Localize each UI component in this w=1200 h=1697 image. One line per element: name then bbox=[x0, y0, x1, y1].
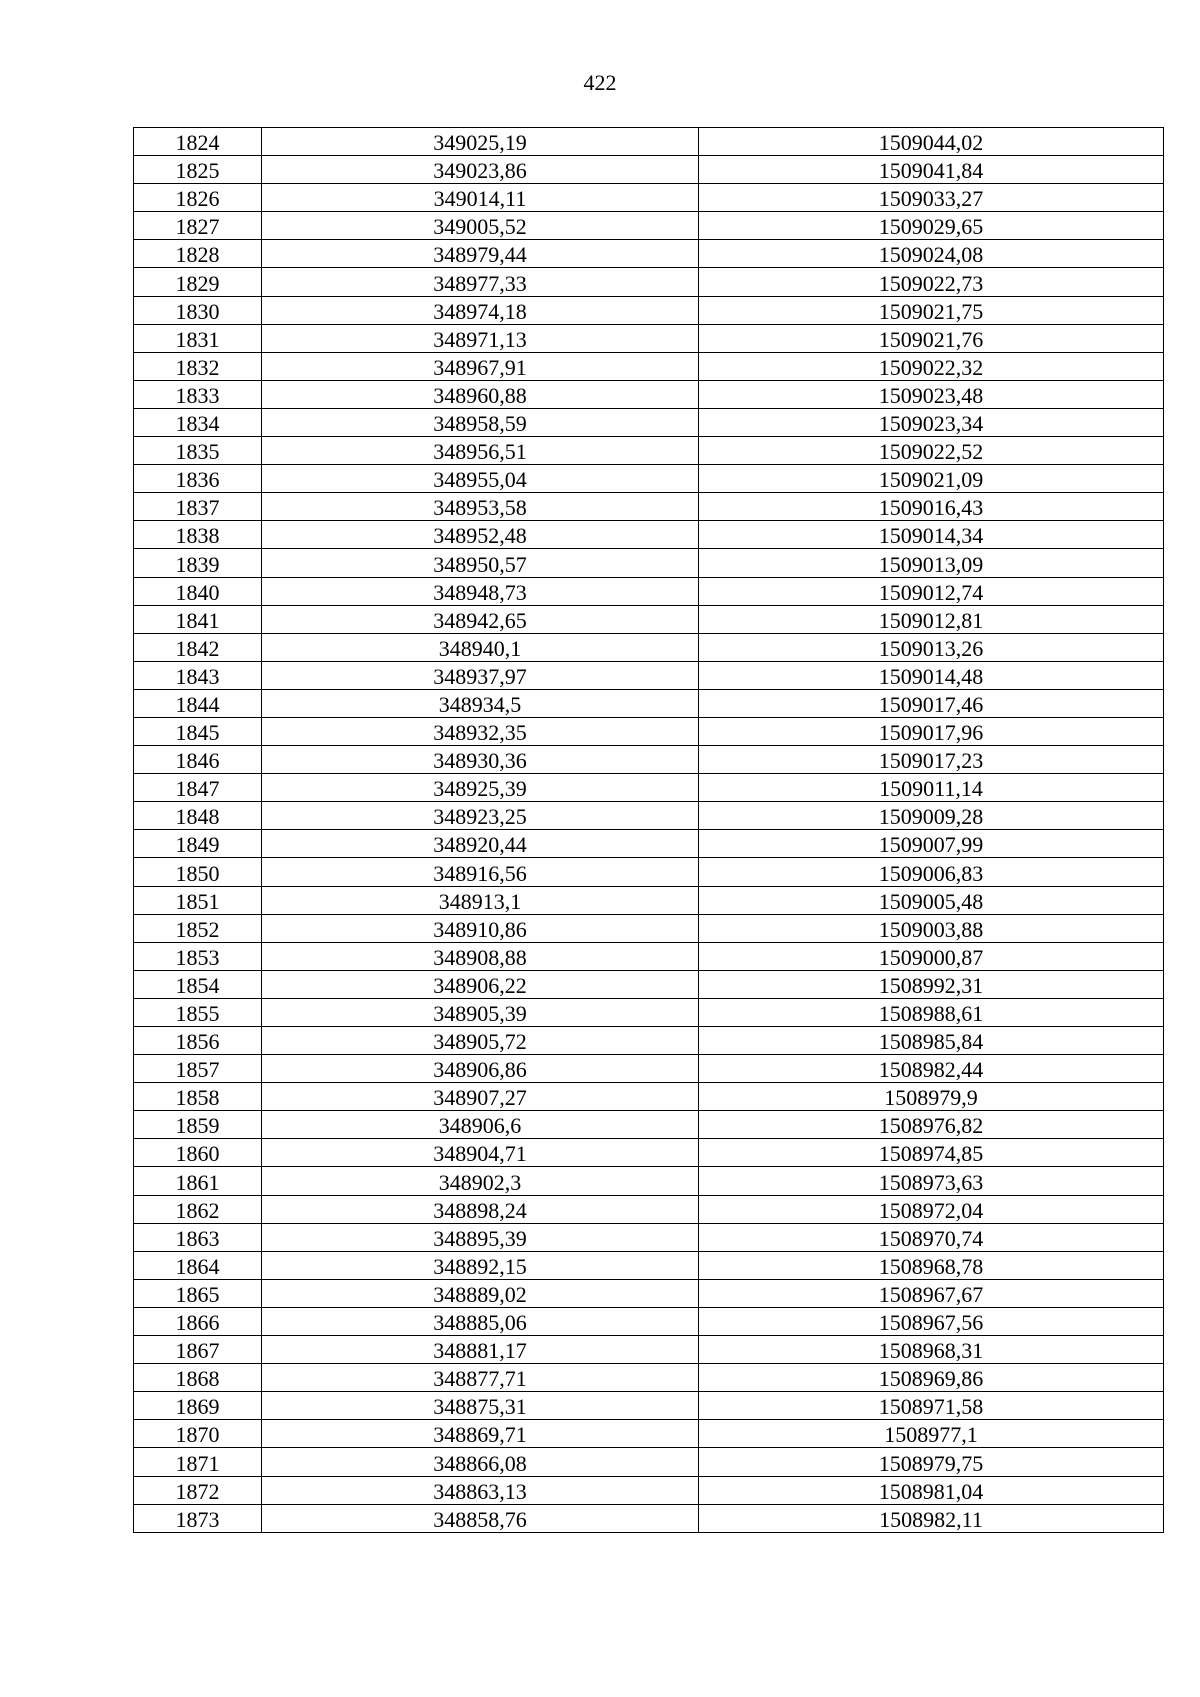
table-row bbox=[134, 493, 1164, 521]
y-coordinate-cell: 1509022,52 bbox=[699, 437, 1164, 465]
table-row bbox=[134, 970, 1164, 998]
point-number-cell: 1837 bbox=[134, 493, 262, 521]
point-number-cell: 1825 bbox=[134, 156, 262, 184]
y-coordinate-cell: 1509005,48 bbox=[699, 886, 1164, 914]
table-row bbox=[134, 1279, 1164, 1307]
x-coordinate-cell: 348948,73 bbox=[262, 577, 699, 605]
table-row bbox=[134, 212, 1164, 240]
table-row bbox=[134, 1055, 1164, 1083]
point-number-cell: 1859 bbox=[134, 1111, 262, 1139]
table-row bbox=[134, 184, 1164, 212]
table-row bbox=[134, 717, 1164, 745]
y-coordinate-cell: 1508982,11 bbox=[699, 1504, 1164, 1532]
table-row bbox=[134, 1139, 1164, 1167]
table-row bbox=[134, 577, 1164, 605]
x-coordinate-cell: 348937,97 bbox=[262, 661, 699, 689]
point-number-cell: 1867 bbox=[134, 1336, 262, 1364]
page-number: 422 bbox=[583, 70, 617, 95]
y-coordinate-cell: 1509017,96 bbox=[699, 717, 1164, 745]
table-row bbox=[134, 1364, 1164, 1392]
x-coordinate-cell: 348892,15 bbox=[262, 1251, 699, 1279]
table-row bbox=[134, 886, 1164, 914]
y-coordinate-cell: 1508973,63 bbox=[699, 1167, 1164, 1195]
x-coordinate-cell: 348930,36 bbox=[262, 746, 699, 774]
y-coordinate-cell: 1509021,76 bbox=[699, 324, 1164, 352]
x-coordinate-cell: 348974,18 bbox=[262, 296, 699, 324]
coordinates-table bbox=[133, 127, 1164, 1533]
y-coordinate-cell: 1508969,86 bbox=[699, 1364, 1164, 1392]
table-row bbox=[134, 1167, 1164, 1195]
x-coordinate-cell: 349014,11 bbox=[262, 184, 699, 212]
x-coordinate-cell: 348977,33 bbox=[262, 268, 699, 296]
point-number-cell: 1872 bbox=[134, 1476, 262, 1504]
table-row bbox=[134, 156, 1164, 184]
y-coordinate-cell: 1508974,85 bbox=[699, 1139, 1164, 1167]
y-coordinate-cell: 1509044,02 bbox=[699, 128, 1164, 156]
point-number-cell: 1840 bbox=[134, 577, 262, 605]
x-coordinate-cell: 348902,3 bbox=[262, 1167, 699, 1195]
point-number-cell: 1866 bbox=[134, 1307, 262, 1335]
table-row bbox=[134, 465, 1164, 493]
table-row bbox=[134, 830, 1164, 858]
x-coordinate-cell: 348971,13 bbox=[262, 324, 699, 352]
x-coordinate-cell: 349025,19 bbox=[262, 128, 699, 156]
point-number-cell: 1870 bbox=[134, 1420, 262, 1448]
point-number-cell: 1846 bbox=[134, 746, 262, 774]
y-coordinate-cell: 1508988,61 bbox=[699, 998, 1164, 1026]
x-coordinate-cell: 348866,08 bbox=[262, 1448, 699, 1476]
x-coordinate-cell: 348942,65 bbox=[262, 605, 699, 633]
table-row bbox=[134, 802, 1164, 830]
table-row bbox=[134, 1504, 1164, 1532]
y-coordinate-cell: 1509014,34 bbox=[699, 521, 1164, 549]
y-coordinate-cell: 1508967,67 bbox=[699, 1279, 1164, 1307]
table-row bbox=[134, 1223, 1164, 1251]
y-coordinate-cell: 1509023,34 bbox=[699, 408, 1164, 436]
y-coordinate-cell: 1509012,74 bbox=[699, 577, 1164, 605]
y-coordinate-cell: 1508977,1 bbox=[699, 1420, 1164, 1448]
y-coordinate-cell: 1509033,27 bbox=[699, 184, 1164, 212]
table-row bbox=[134, 128, 1164, 156]
y-coordinate-cell: 1508971,58 bbox=[699, 1392, 1164, 1420]
x-coordinate-cell: 348916,56 bbox=[262, 858, 699, 886]
point-number-cell: 1861 bbox=[134, 1167, 262, 1195]
point-number-cell: 1832 bbox=[134, 352, 262, 380]
table-row bbox=[134, 914, 1164, 942]
table-row bbox=[134, 324, 1164, 352]
x-coordinate-cell: 348967,91 bbox=[262, 352, 699, 380]
x-coordinate-cell: 348958,59 bbox=[262, 408, 699, 436]
x-coordinate-cell: 348904,71 bbox=[262, 1139, 699, 1167]
x-coordinate-cell: 348932,35 bbox=[262, 717, 699, 745]
y-coordinate-cell: 1509022,73 bbox=[699, 268, 1164, 296]
table-row bbox=[134, 549, 1164, 577]
x-coordinate-cell: 348910,86 bbox=[262, 914, 699, 942]
y-coordinate-cell: 1508968,31 bbox=[699, 1336, 1164, 1364]
point-number-cell: 1835 bbox=[134, 437, 262, 465]
point-number-cell: 1848 bbox=[134, 802, 262, 830]
table-row bbox=[134, 1083, 1164, 1111]
point-number-cell: 1863 bbox=[134, 1223, 262, 1251]
point-number-cell: 1847 bbox=[134, 774, 262, 802]
x-coordinate-cell: 348889,02 bbox=[262, 1279, 699, 1307]
y-coordinate-cell: 1508970,74 bbox=[699, 1223, 1164, 1251]
x-coordinate-cell: 348960,88 bbox=[262, 380, 699, 408]
y-coordinate-cell: 1509006,83 bbox=[699, 858, 1164, 886]
point-number-cell: 1824 bbox=[134, 128, 262, 156]
table-row bbox=[134, 380, 1164, 408]
x-coordinate-cell: 348906,86 bbox=[262, 1055, 699, 1083]
x-coordinate-cell: 348858,76 bbox=[262, 1504, 699, 1532]
table-row bbox=[134, 1336, 1164, 1364]
y-coordinate-cell: 1508982,44 bbox=[699, 1055, 1164, 1083]
x-coordinate-cell: 348875,31 bbox=[262, 1392, 699, 1420]
table-row bbox=[134, 1251, 1164, 1279]
table-row bbox=[134, 1027, 1164, 1055]
x-coordinate-cell: 348925,39 bbox=[262, 774, 699, 802]
point-number-cell: 1834 bbox=[134, 408, 262, 436]
point-number-cell: 1864 bbox=[134, 1251, 262, 1279]
x-coordinate-cell: 348955,04 bbox=[262, 465, 699, 493]
x-coordinate-cell: 348923,25 bbox=[262, 802, 699, 830]
x-coordinate-cell: 348940,1 bbox=[262, 633, 699, 661]
y-coordinate-cell: 1508976,82 bbox=[699, 1111, 1164, 1139]
point-number-cell: 1854 bbox=[134, 970, 262, 998]
table-row bbox=[134, 633, 1164, 661]
point-number-cell: 1841 bbox=[134, 605, 262, 633]
table-row bbox=[134, 774, 1164, 802]
x-coordinate-cell: 349023,86 bbox=[262, 156, 699, 184]
point-number-cell: 1865 bbox=[134, 1279, 262, 1307]
y-coordinate-cell: 1509017,46 bbox=[699, 689, 1164, 717]
y-coordinate-cell: 1509000,87 bbox=[699, 942, 1164, 970]
x-coordinate-cell: 348920,44 bbox=[262, 830, 699, 858]
point-number-cell: 1843 bbox=[134, 661, 262, 689]
y-coordinate-cell: 1509022,32 bbox=[699, 352, 1164, 380]
x-coordinate-cell: 348950,57 bbox=[262, 549, 699, 577]
table-row bbox=[134, 605, 1164, 633]
y-coordinate-cell: 1509041,84 bbox=[699, 156, 1164, 184]
point-number-cell: 1850 bbox=[134, 858, 262, 886]
point-number-cell: 1844 bbox=[134, 689, 262, 717]
x-coordinate-cell: 348869,71 bbox=[262, 1420, 699, 1448]
point-number-cell: 1830 bbox=[134, 296, 262, 324]
x-coordinate-cell: 348906,6 bbox=[262, 1111, 699, 1139]
y-coordinate-cell: 1508967,56 bbox=[699, 1307, 1164, 1335]
x-coordinate-cell: 348877,71 bbox=[262, 1364, 699, 1392]
table-row bbox=[134, 1392, 1164, 1420]
point-number-cell: 1831 bbox=[134, 324, 262, 352]
point-number-cell: 1869 bbox=[134, 1392, 262, 1420]
x-coordinate-cell: 348905,39 bbox=[262, 998, 699, 1026]
x-coordinate-cell: 348953,58 bbox=[262, 493, 699, 521]
point-number-cell: 1851 bbox=[134, 886, 262, 914]
x-coordinate-cell: 349005,52 bbox=[262, 212, 699, 240]
y-coordinate-cell: 1508979,75 bbox=[699, 1448, 1164, 1476]
x-coordinate-cell: 348908,88 bbox=[262, 942, 699, 970]
table-row bbox=[134, 942, 1164, 970]
point-number-cell: 1853 bbox=[134, 942, 262, 970]
table-row bbox=[134, 998, 1164, 1026]
table-row bbox=[134, 408, 1164, 436]
x-coordinate-cell: 348934,5 bbox=[262, 689, 699, 717]
y-coordinate-cell: 1509023,48 bbox=[699, 380, 1164, 408]
y-coordinate-cell: 1509013,09 bbox=[699, 549, 1164, 577]
x-coordinate-cell: 348906,22 bbox=[262, 970, 699, 998]
table-row bbox=[134, 1111, 1164, 1139]
point-number-cell: 1855 bbox=[134, 998, 262, 1026]
point-number-cell: 1856 bbox=[134, 1027, 262, 1055]
point-number-cell: 1868 bbox=[134, 1364, 262, 1392]
point-number-cell: 1857 bbox=[134, 1055, 262, 1083]
point-number-cell: 1860 bbox=[134, 1139, 262, 1167]
table-row bbox=[134, 858, 1164, 886]
point-number-cell: 1845 bbox=[134, 717, 262, 745]
y-coordinate-cell: 1509009,28 bbox=[699, 802, 1164, 830]
y-coordinate-cell: 1509007,99 bbox=[699, 830, 1164, 858]
x-coordinate-cell: 348956,51 bbox=[262, 437, 699, 465]
point-number-cell: 1862 bbox=[134, 1195, 262, 1223]
point-number-cell: 1842 bbox=[134, 633, 262, 661]
y-coordinate-cell: 1509011,14 bbox=[699, 774, 1164, 802]
x-coordinate-cell: 348898,24 bbox=[262, 1195, 699, 1223]
point-number-cell: 1829 bbox=[134, 268, 262, 296]
point-number-cell: 1871 bbox=[134, 1448, 262, 1476]
y-coordinate-cell: 1509017,23 bbox=[699, 746, 1164, 774]
y-coordinate-cell: 1509021,75 bbox=[699, 296, 1164, 324]
table-row bbox=[134, 746, 1164, 774]
table-row bbox=[134, 689, 1164, 717]
point-number-cell: 1873 bbox=[134, 1504, 262, 1532]
point-number-cell: 1852 bbox=[134, 914, 262, 942]
table-row bbox=[134, 296, 1164, 324]
table-row bbox=[134, 1448, 1164, 1476]
y-coordinate-cell: 1509012,81 bbox=[699, 605, 1164, 633]
y-coordinate-cell: 1509024,08 bbox=[699, 240, 1164, 268]
x-coordinate-cell: 348913,1 bbox=[262, 886, 699, 914]
table-row bbox=[134, 1476, 1164, 1504]
y-coordinate-cell: 1509029,65 bbox=[699, 212, 1164, 240]
point-number-cell: 1836 bbox=[134, 465, 262, 493]
y-coordinate-cell: 1509013,26 bbox=[699, 633, 1164, 661]
x-coordinate-cell: 348952,48 bbox=[262, 521, 699, 549]
point-number-cell: 1838 bbox=[134, 521, 262, 549]
point-number-cell: 1858 bbox=[134, 1083, 262, 1111]
point-number-cell: 1849 bbox=[134, 830, 262, 858]
x-coordinate-cell: 348881,17 bbox=[262, 1336, 699, 1364]
y-coordinate-cell: 1509021,09 bbox=[699, 465, 1164, 493]
point-number-cell: 1839 bbox=[134, 549, 262, 577]
table-row bbox=[134, 661, 1164, 689]
table-row bbox=[134, 521, 1164, 549]
coordinates-table-body bbox=[134, 128, 1164, 1533]
x-coordinate-cell: 348885,06 bbox=[262, 1307, 699, 1335]
point-number-cell: 1827 bbox=[134, 212, 262, 240]
y-coordinate-cell: 1509003,88 bbox=[699, 914, 1164, 942]
y-coordinate-cell: 1508981,04 bbox=[699, 1476, 1164, 1504]
x-coordinate-cell: 348907,27 bbox=[262, 1083, 699, 1111]
y-coordinate-cell: 1509016,43 bbox=[699, 493, 1164, 521]
table-row bbox=[134, 1420, 1164, 1448]
y-coordinate-cell: 1508968,78 bbox=[699, 1251, 1164, 1279]
y-coordinate-cell: 1509014,48 bbox=[699, 661, 1164, 689]
x-coordinate-cell: 348905,72 bbox=[262, 1027, 699, 1055]
point-number-cell: 1828 bbox=[134, 240, 262, 268]
x-coordinate-cell: 348895,39 bbox=[262, 1223, 699, 1251]
table-row bbox=[134, 352, 1164, 380]
table-row bbox=[134, 268, 1164, 296]
y-coordinate-cell: 1508972,04 bbox=[699, 1195, 1164, 1223]
y-coordinate-cell: 1508985,84 bbox=[699, 1027, 1164, 1055]
table-row bbox=[134, 1307, 1164, 1335]
x-coordinate-cell: 348863,13 bbox=[262, 1476, 699, 1504]
y-coordinate-cell: 1508979,9 bbox=[699, 1083, 1164, 1111]
table-row bbox=[134, 1195, 1164, 1223]
point-number-cell: 1833 bbox=[134, 380, 262, 408]
y-coordinate-cell: 1508992,31 bbox=[699, 970, 1164, 998]
table-row bbox=[134, 437, 1164, 465]
table-row bbox=[134, 240, 1164, 268]
x-coordinate-cell: 348979,44 bbox=[262, 240, 699, 268]
point-number-cell: 1826 bbox=[134, 184, 262, 212]
